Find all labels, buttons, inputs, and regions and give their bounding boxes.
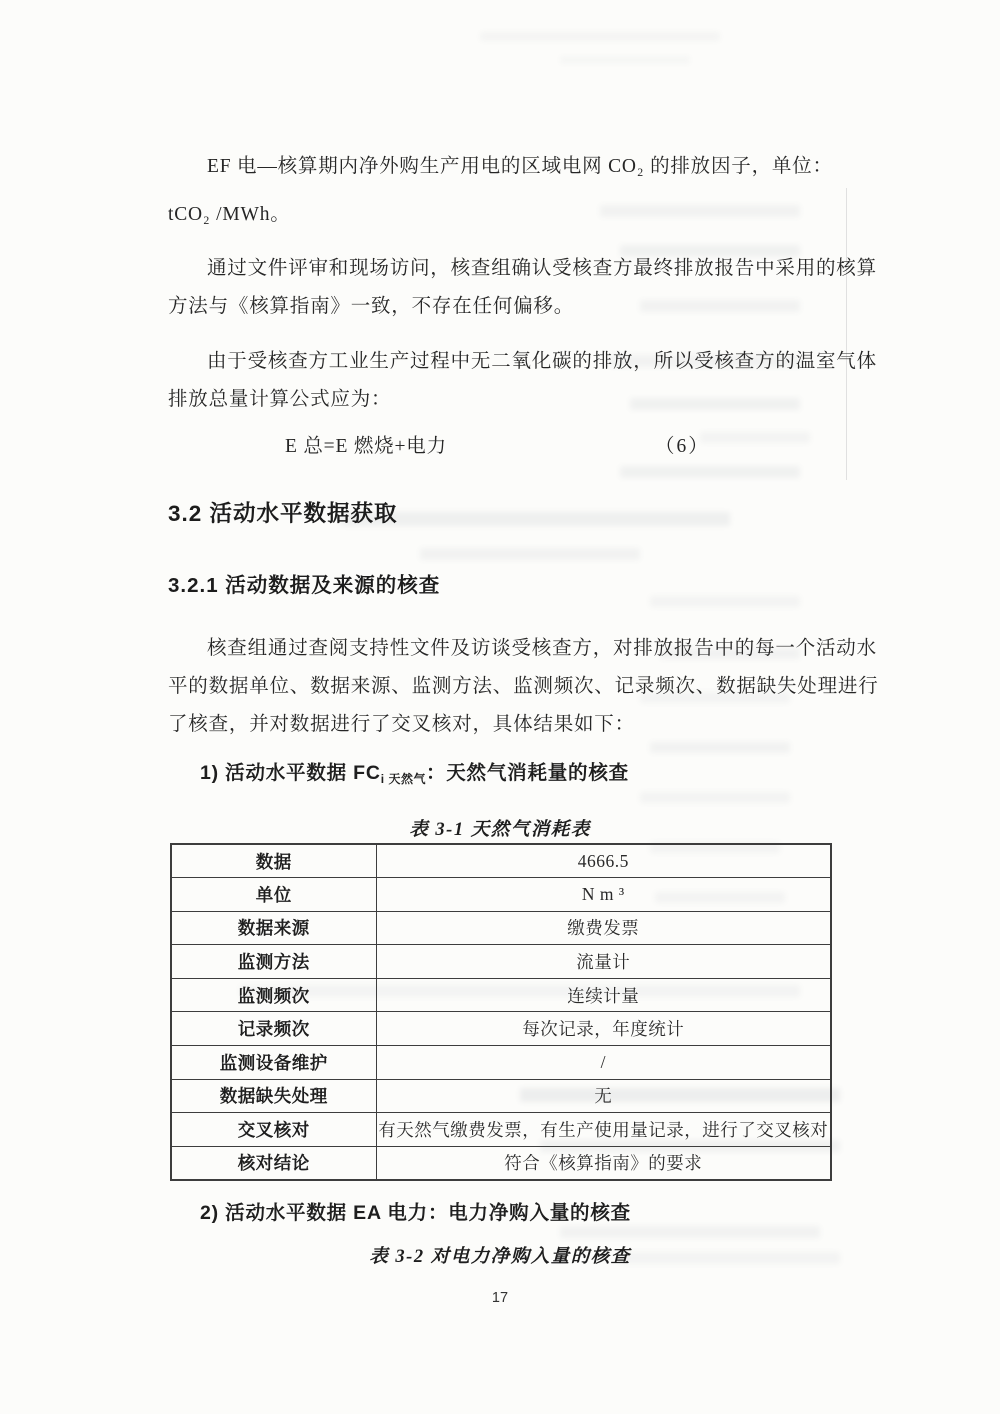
row-label: 数据来源 (171, 911, 376, 945)
bleedthrough-artifact (560, 1226, 820, 1238)
bleedthrough-artifact (700, 432, 810, 443)
table-row (171, 978, 831, 1012)
list-item-natural-gas-prefix: 1) 活动水平数据 FC (200, 762, 381, 784)
bleedthrough-artifact (630, 398, 800, 410)
scan-fold-line (846, 188, 847, 480)
paragraph-no-process-co2-line1: 由于受核查方工业生产过程中无二氧化碳的排放，所以受核查方的温室气体 (207, 351, 877, 372)
row-value: 流量计 (376, 945, 831, 979)
table-row (171, 844, 831, 878)
bleedthrough-artifact (420, 548, 640, 560)
row-label: 监测频次 (171, 978, 376, 1012)
row-label: 交叉核对 (171, 1113, 376, 1147)
row-value: 有天然气缴费发票，有生产使用量记录，进行了交叉核对 (376, 1113, 831, 1147)
table-row (171, 945, 831, 979)
bleedthrough-artifact (650, 596, 800, 607)
row-label: 数据缺失处理 (171, 1079, 376, 1113)
row-label: 监测设备维护 (171, 1046, 376, 1080)
section-heading-3-2-1: 3.2.1 活动数据及来源的核查 (168, 574, 441, 597)
row-label: 监测方法 (171, 945, 376, 979)
table-row (171, 1146, 831, 1180)
row-value: / (376, 1046, 831, 1080)
table-row (171, 1113, 831, 1147)
row-value: 每次记录，年度统计 (376, 1012, 831, 1046)
table-row (171, 1046, 831, 1080)
section-heading-3-2: 3.2 活动水平数据获取 (168, 501, 398, 526)
paragraph-ef-definition-line1: EF 电—核算期内净外购生产用电的区域电网 CO₂ 的排放因子，单位： (207, 156, 833, 177)
paragraph-ef-definition-line2: tCO₂ /MWh。 (168, 204, 291, 225)
paragraph-no-process-co2-line2: 排放总量计算公式应为： (168, 389, 392, 410)
paragraph-activity-check-line3: 了核查，并对数据进行了交叉核对，具体结果如下： (168, 714, 635, 735)
table-3-1-natural-gas (170, 843, 832, 1181)
table-row (171, 1012, 831, 1046)
paragraph-review-line2: 方法与《核算指南》一致，不存在任何偏移。 (168, 296, 575, 317)
table-3-1-caption: 表 3-1 天然气消耗表 (409, 820, 591, 840)
paragraph-activity-check-line2: 平的数据单位、数据来源、监测方法、监测频次、记录频次、数据缺失处理进行 (168, 676, 879, 697)
bleedthrough-artifact (640, 300, 800, 312)
paragraph-review-line1: 通过文件评审和现场访问，核查组确认受核查方最终排放报告中采用的核算 (207, 258, 877, 279)
bleedthrough-artifact (560, 56, 690, 64)
list-item-natural-gas (168, 757, 629, 785)
row-value: 连续计量 (376, 978, 831, 1012)
paragraph-activity-check-line1: 核查组通过查阅支持性文件及访谈受核查方，对排放报告中的每一个活动水 (207, 638, 877, 659)
list-item-natural-gas-subscript: i 天然气 (380, 772, 426, 786)
table-row (171, 1079, 831, 1113)
page-number: 17 (491, 1290, 509, 1306)
list-item-natural-gas-suffix: ：天然气消耗量的核查 (425, 762, 629, 784)
row-label: 记录频次 (171, 1012, 376, 1046)
list-item-electricity: 2) 活动水平数据 EA 电力：电力净购入量的核查 (200, 1202, 631, 1224)
bleedthrough-artifact (600, 205, 800, 217)
bleedthrough-artifact (640, 792, 790, 803)
row-label: 核对结论 (171, 1146, 376, 1180)
bleedthrough-artifact (620, 466, 800, 478)
row-label: 数据 (171, 844, 376, 878)
table-row (171, 878, 831, 912)
bleedthrough-artifact (340, 512, 730, 526)
formula-total-emissions: E 总=E 燃烧+电力 (285, 436, 447, 457)
row-value: 缴费发票 (376, 911, 831, 945)
table-3-2-caption: 表 3-2 对电力净购入量的核查 (369, 1247, 631, 1267)
row-label: 单位 (171, 878, 376, 912)
bleedthrough-artifact (650, 742, 790, 753)
formula-number: （6） (655, 436, 710, 457)
row-value: N m ³ (376, 878, 831, 912)
row-value: 符合《核算指南》的要求 (376, 1146, 831, 1180)
row-value: 无 (376, 1079, 831, 1113)
table-row (171, 911, 831, 945)
row-value: 4666.5 (376, 844, 831, 878)
bleedthrough-artifact (480, 32, 720, 41)
